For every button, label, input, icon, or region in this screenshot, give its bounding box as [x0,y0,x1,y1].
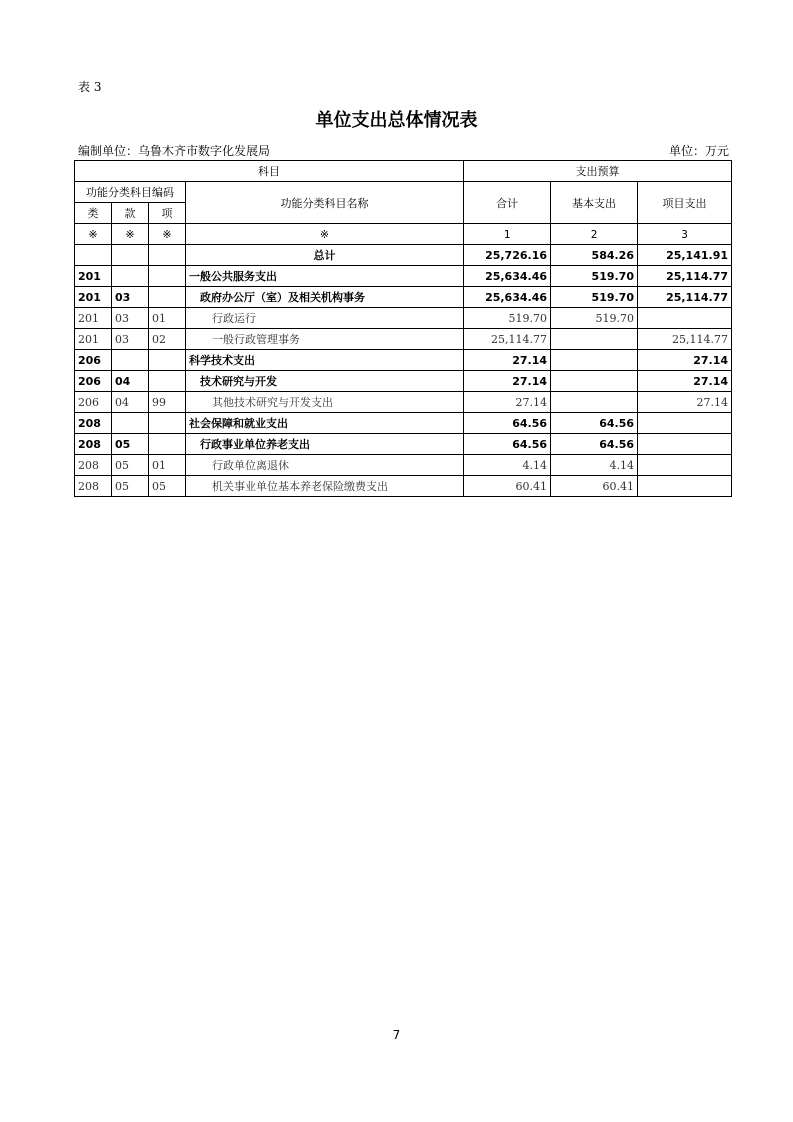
compiling-unit: 编制单位：乌鲁木齐市数字化发展局 [78,144,271,158]
cell-name: 其他技术研究与开发支出 [186,392,464,413]
cell-basic: 64.56 [551,434,638,455]
header-kuan: 款 [112,203,149,224]
table-row [75,308,732,329]
table-row [75,434,732,455]
cell-name: 社会保障和就业支出 [186,413,464,434]
header-total: 合计 [464,182,551,224]
cell-lei: 201 [75,266,112,287]
cell-total: 25,634.46 [464,287,551,308]
cell-project: 25,114.77 [638,329,732,350]
cell-kuan: 05 [112,434,149,455]
cell-lei: 208 [75,413,112,434]
mark-name: ※ [186,224,464,245]
cell-project [638,434,732,455]
header-subject: 科目 [75,161,464,182]
cell-kuan: 03 [112,329,149,350]
table-row [75,287,732,308]
cell-name: 技术研究与开发 [186,371,464,392]
cell-total: 4.14 [464,455,551,476]
cell-xiang [149,245,186,266]
cell-lei: 208 [75,476,112,497]
cell-name: 科学技术支出 [186,350,464,371]
cell-xiang [149,266,186,287]
cell-kuan: 03 [112,287,149,308]
header-row-4 [75,224,732,245]
cell-total: 25,726.16 [464,245,551,266]
col-index-1: 1 [464,224,551,245]
cell-total: 519.70 [464,308,551,329]
expenditure-table [74,160,732,497]
header-budget: 支出预算 [464,161,732,182]
cell-project: 27.14 [638,350,732,371]
cell-xiang [149,287,186,308]
cell-basic: 519.70 [551,266,638,287]
cell-total: 27.14 [464,350,551,371]
cell-kuan: 04 [112,371,149,392]
mark-xiang: ※ [149,224,186,245]
cell-total: 60.41 [464,476,551,497]
cell-name: 总计 [186,245,464,266]
cell-kuan: 05 [112,455,149,476]
cell-basic [551,371,638,392]
cell-basic: 4.14 [551,455,638,476]
page-title: 单位支出总体情况表 [315,110,478,131]
cell-total: 64.56 [464,413,551,434]
cell-project: 25,141.91 [638,245,732,266]
cell-basic: 64.56 [551,413,638,434]
cell-kuan: 05 [112,476,149,497]
table-row [75,455,732,476]
cell-project: 27.14 [638,392,732,413]
table-row [75,266,732,287]
table-row [75,329,732,350]
mark-lei: ※ [75,224,112,245]
header-row-1 [75,161,732,182]
cell-basic [551,392,638,413]
table-label: 表 3 [78,80,102,94]
cell-name: 行政运行 [186,308,464,329]
table-row [75,413,732,434]
cell-xiang [149,434,186,455]
cell-project: 25,114.77 [638,287,732,308]
cell-name: 行政单位离退休 [186,455,464,476]
cell-xiang: 05 [149,476,186,497]
cell-kuan [112,266,149,287]
cell-xiang [149,350,186,371]
cell-kuan [112,413,149,434]
header-xiang: 项 [149,203,186,224]
header-project: 项目支出 [638,182,732,224]
cell-lei: 201 [75,329,112,350]
cell-xiang: 01 [149,455,186,476]
currency-unit: 单位：万元 [668,144,729,158]
cell-name: 政府办公厅（室）及相关机构事务 [186,287,464,308]
cell-lei: 201 [75,308,112,329]
cell-lei [75,245,112,266]
cell-xiang: 02 [149,329,186,350]
cell-basic: 519.70 [551,287,638,308]
cell-lei: 206 [75,392,112,413]
header-name: 功能分类科目名称 [186,182,464,224]
mark-kuan: ※ [112,224,149,245]
cell-kuan [112,245,149,266]
cell-name: 一般公共服务支出 [186,266,464,287]
table-row [75,245,732,266]
table-row [75,371,732,392]
cell-name: 行政事业单位养老支出 [186,434,464,455]
table-row [75,350,732,371]
cell-name: 机关事业单位基本养老保险缴费支出 [186,476,464,497]
cell-kuan: 04 [112,392,149,413]
cell-lei: 206 [75,371,112,392]
cell-project: 25,114.77 [638,266,732,287]
table-row [75,476,732,497]
cell-lei: 201 [75,287,112,308]
cell-project [638,308,732,329]
cell-basic: 519.70 [551,308,638,329]
cell-project [638,455,732,476]
cell-xiang: 99 [149,392,186,413]
table-row [75,392,732,413]
cell-total: 25,114.77 [464,329,551,350]
cell-lei: 208 [75,434,112,455]
cell-project [638,413,732,434]
header-basic: 基本支出 [551,182,638,224]
cell-project: 27.14 [638,371,732,392]
page-number: 7 [392,1028,401,1042]
cell-total: 27.14 [464,392,551,413]
header-row-2 [75,182,732,203]
cell-basic [551,350,638,371]
cell-basic [551,329,638,350]
cell-basic: 584.26 [551,245,638,266]
col-index-3: 3 [638,224,732,245]
cell-lei: 208 [75,455,112,476]
cell-total: 25,634.46 [464,266,551,287]
cell-total: 27.14 [464,371,551,392]
cell-xiang: 01 [149,308,186,329]
cell-xiang [149,413,186,434]
cell-lei: 206 [75,350,112,371]
cell-project [638,476,732,497]
cell-basic: 60.41 [551,476,638,497]
header-lei: 类 [75,203,112,224]
header-code-group: 功能分类科目编码 [75,182,186,203]
cell-xiang [149,371,186,392]
col-index-2: 2 [551,224,638,245]
cell-total: 64.56 [464,434,551,455]
cell-kuan: 03 [112,308,149,329]
cell-kuan [112,350,149,371]
cell-name: 一般行政管理事务 [186,329,464,350]
